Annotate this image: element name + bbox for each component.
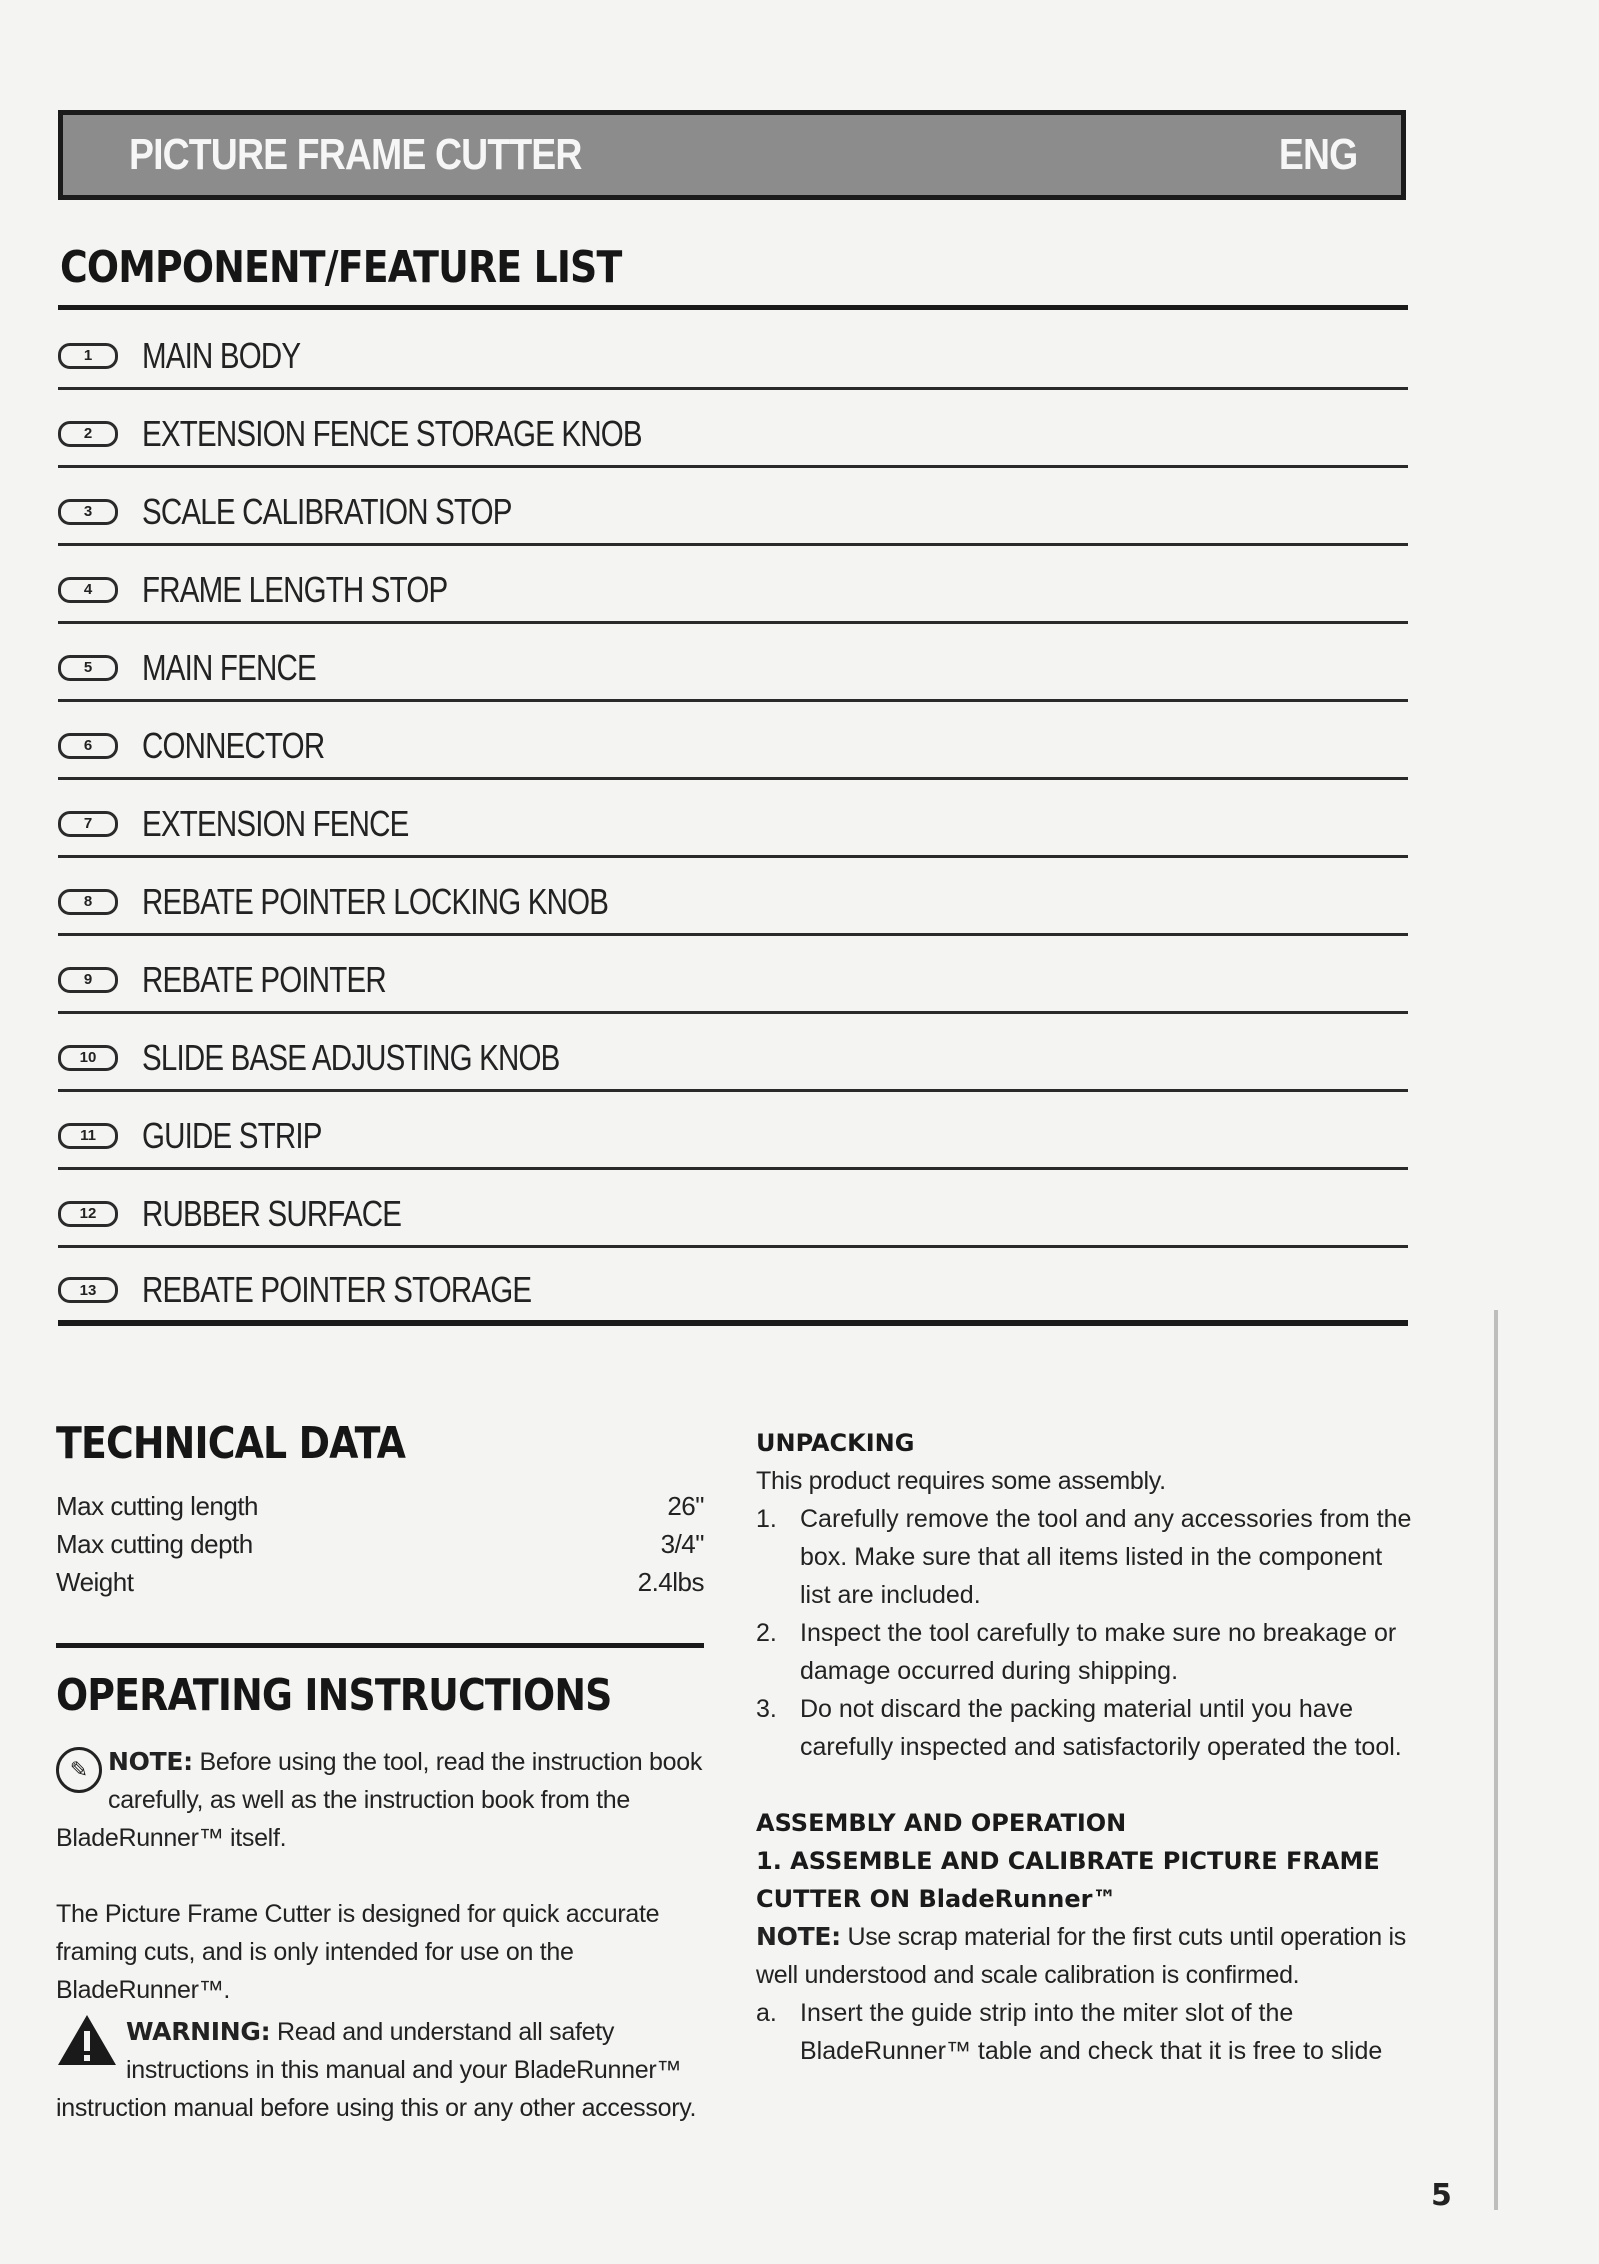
table-row	[56, 1525, 704, 1563]
item-label: REBATE POINTER STORAGE	[142, 1269, 532, 1310]
list-item	[58, 468, 1408, 546]
left-column	[56, 1418, 706, 2127]
spec-label: Max cutting depth	[56, 1529, 253, 1559]
warning-text: Read and understand all safety instructions in this manual and your BladeRunner™ instruction manual before using this or any other accessory.	[56, 2018, 697, 2122]
table-row	[56, 1563, 704, 1601]
item-number-badge: 5	[58, 655, 118, 681]
page-number: 5	[1431, 2178, 1452, 2213]
item-label: REBATE POINTER	[142, 958, 386, 1000]
list-item	[756, 1500, 1416, 1614]
item-label: GUIDE STRIP	[142, 1114, 322, 1156]
list-item	[756, 1614, 1416, 1690]
assembly-steps	[756, 1994, 1416, 2070]
list-item	[58, 936, 1408, 1014]
list-item	[58, 702, 1408, 780]
table-row	[56, 1487, 704, 1525]
item-label: FRAME LENGTH STOP	[142, 568, 448, 610]
item-number-badge: 1	[58, 343, 118, 369]
unpacking-steps	[756, 1500, 1416, 1766]
list-item	[58, 624, 1408, 702]
step-number: 1.	[756, 1505, 777, 1533]
book-reader-icon: ✎	[56, 1747, 102, 1793]
list-item	[58, 1092, 1408, 1170]
item-number-badge: 10	[58, 1045, 118, 1071]
list-item	[58, 390, 1408, 468]
step-text: Carefully remove the tool and any accessories from the box. Make sure that all items listed in the component list are included.	[800, 1505, 1412, 1609]
page-edge-shadow	[1494, 1310, 1498, 2210]
item-number-badge: 2	[58, 421, 118, 447]
warning-triangle-icon	[56, 2013, 118, 2067]
step-number: 3.	[756, 1695, 777, 1723]
item-number-badge: 6	[58, 733, 118, 759]
technical-data-title: TECHNICAL DATA	[56, 1418, 406, 1469]
header-banner	[58, 110, 1406, 200]
item-label: RUBBER SURFACE	[142, 1192, 402, 1234]
header-title: PICTURE FRAME CUTTER	[129, 130, 582, 179]
list-item	[58, 546, 1408, 624]
item-number-badge: 3	[58, 499, 118, 525]
warning-paragraph	[56, 2013, 706, 2127]
item-label: SLIDE BASE ADJUSTING KNOB	[142, 1036, 560, 1078]
list-item	[756, 1994, 1416, 2070]
component-list-title: COMPONENT/FEATURE LIST	[60, 242, 622, 293]
technical-data-table	[56, 1487, 704, 1601]
step-text: Inspect the tool carefully to make sure no breakage or damage occurred during shipping.	[800, 1619, 1397, 1685]
language-tag: ENG	[1278, 130, 1357, 179]
intro-paragraph: The Picture Frame Cutter is designed for quick accurate framing cuts, and is only intended for use on the BladeRunner™.	[56, 1900, 660, 2004]
spec-label: Weight	[56, 1567, 134, 1597]
step-text: Insert the guide strip into the miter slot of the BladeRunner™ table and check that it is free to slide	[800, 1999, 1383, 2065]
unpacking-intro: This product requires some assembly.	[756, 1467, 1166, 1495]
assembly-note-label: NOTE:	[756, 1922, 841, 1951]
note-paragraph	[56, 1743, 706, 1857]
spec-value: 26"	[667, 1491, 704, 1521]
list-item	[58, 1014, 1408, 1092]
assembly-note	[756, 1918, 1416, 1994]
list-item	[58, 780, 1408, 858]
item-label: EXTENSION FENCE	[142, 802, 409, 844]
item-label: REBATE POINTER LOCKING KNOB	[142, 880, 609, 922]
step-number: 2.	[756, 1619, 777, 1647]
item-number-badge: 13	[58, 1277, 118, 1303]
assembly-subheading: 1. ASSEMBLE AND CALIBRATE PICTURE FRAME CUTTER ON BladeRunner™	[756, 1847, 1380, 1913]
spec-value: 3/4"	[660, 1529, 704, 1559]
item-number-badge: 8	[58, 889, 118, 915]
component-list	[58, 312, 1408, 1326]
item-number-badge: 12	[58, 1201, 118, 1227]
unpacking-heading: UNPACKING	[756, 1429, 915, 1457]
warning-block	[56, 2013, 706, 2127]
warning-label: WARNING:	[126, 2017, 271, 2046]
right-column	[756, 1424, 1416, 2070]
note-text: Before using the tool, read the instruction book carefully, as well as the instruction book from the BladeRunner™ itself.	[56, 1748, 703, 1852]
item-label: MAIN FENCE	[142, 646, 316, 688]
item-label: SCALE CALIBRATION STOP	[142, 490, 512, 532]
item-number-badge: 7	[58, 811, 118, 837]
list-item	[58, 1170, 1408, 1248]
note-label: NOTE:	[108, 1747, 193, 1776]
assembly-heading: ASSEMBLY AND OPERATION	[756, 1809, 1127, 1837]
item-number-badge: 11	[58, 1123, 118, 1149]
note-block	[56, 1743, 706, 1857]
step-letter: a.	[756, 1999, 777, 2027]
list-item	[756, 1690, 1416, 1766]
item-label: CONNECTOR	[142, 724, 325, 766]
item-label: MAIN BODY	[142, 334, 301, 376]
list-item	[58, 858, 1408, 936]
list-item	[58, 1248, 1408, 1326]
technical-data-rule	[56, 1643, 704, 1648]
item-number-badge: 4	[58, 577, 118, 603]
spec-value: 2.4lbs	[637, 1567, 704, 1597]
operating-instructions-title: OPERATING INSTRUCTIONS	[56, 1670, 612, 1721]
component-title-rule	[58, 305, 1408, 310]
spec-label: Max cutting length	[56, 1491, 259, 1521]
item-label: EXTENSION FENCE STORAGE KNOB	[142, 412, 642, 454]
list-item	[58, 312, 1408, 390]
item-number-badge: 9	[58, 967, 118, 993]
step-text: Do not discard the packing material until you have carefully inspected and satisfactorily operated the tool.	[800, 1695, 1402, 1761]
assembly-note-text: Use scrap material for the first cuts until operation is well understood and scale calibration is confirmed.	[756, 1923, 1406, 1989]
